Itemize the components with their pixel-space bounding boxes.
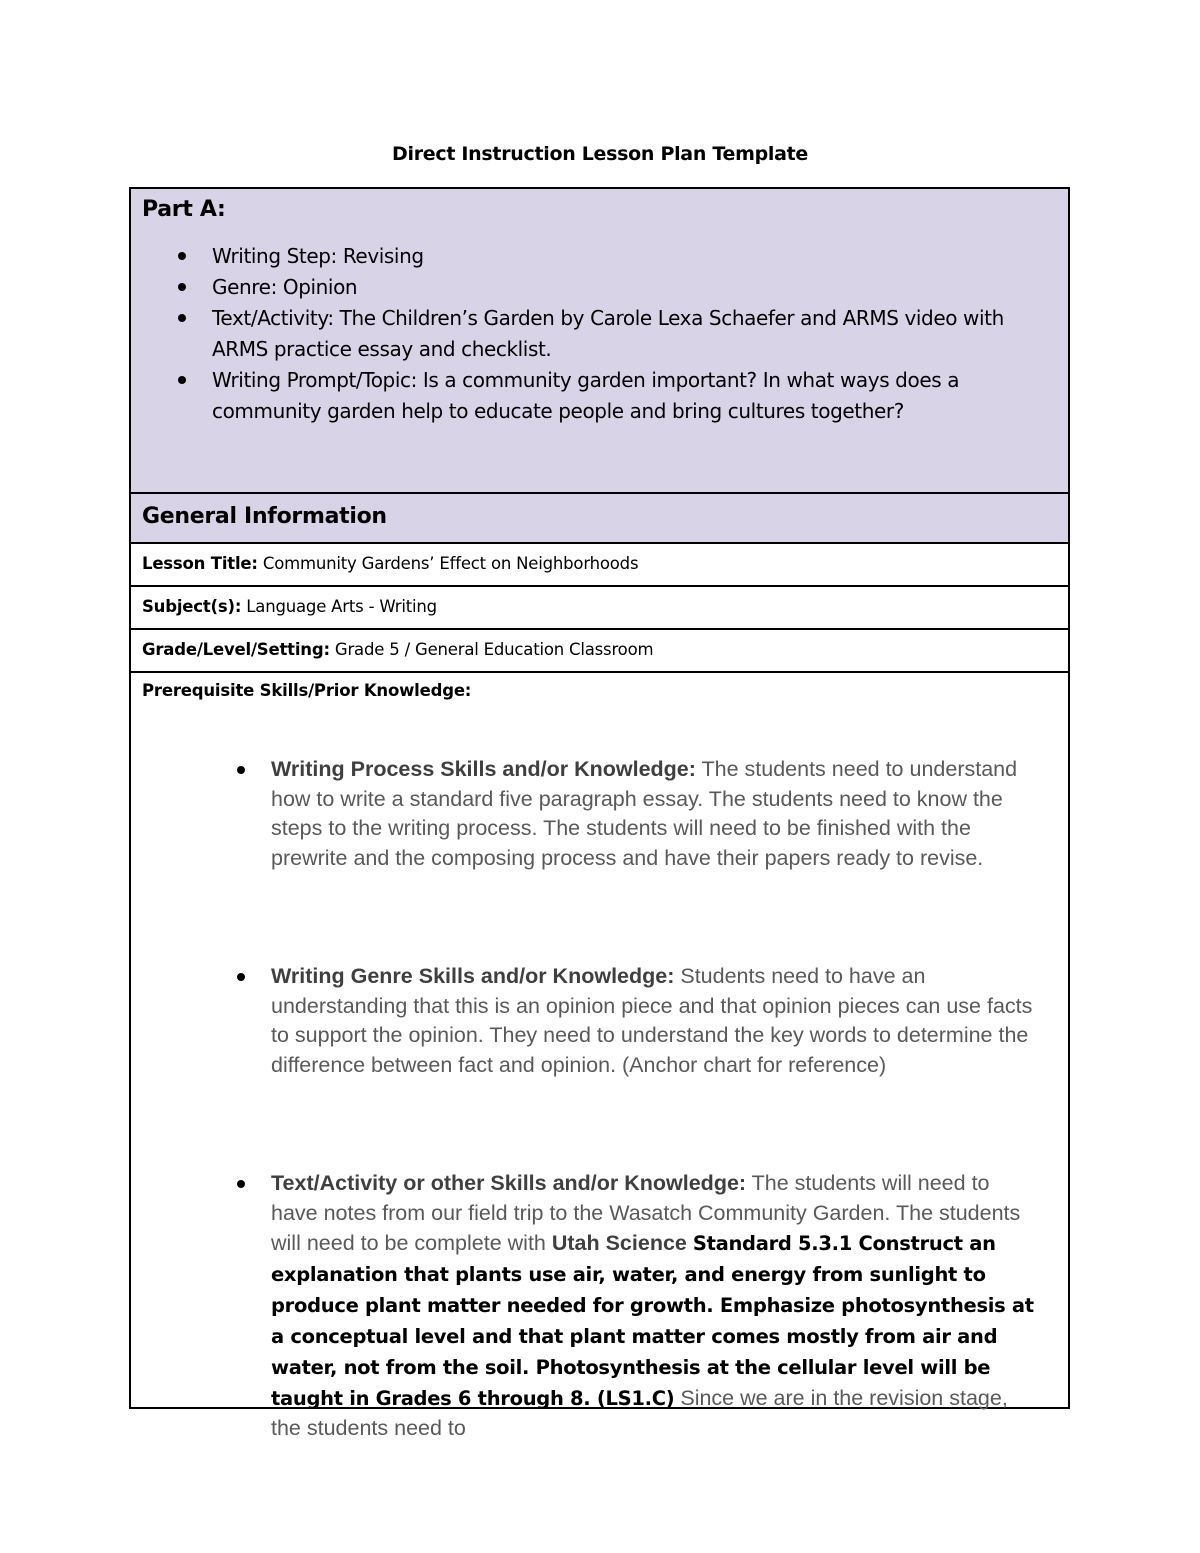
- writing-genre-list: [131, 962, 1036, 1080]
- subjects-row: [131, 587, 1068, 630]
- grade-level-row: [131, 630, 1068, 673]
- list-item: Text/Activity: The Children’s Garden by Carole Lexa Schaefer and ARMS video with ARMS practice essay and checklist.: [131, 303, 1056, 365]
- general-information-header: [131, 494, 1068, 544]
- bullet-icon: [237, 1180, 245, 1188]
- subjects-value: Language Arts - Writing: [241, 597, 437, 616]
- science-standard-text: Standard 5.3.1 Construct an explanation that plants use air, water, and energy from sunlight to produce plant matter needed for growth. Emphasize photosynthesis at a conceptual level and that plant matter comes mostly from air and water, not from the soil. Photosynthesis at the cellular level will be taught in Grades 6 through 8. (LS1.C): [271, 1232, 1034, 1410]
- lesson-title-value: Community Gardens’ Effect on Neighborhoods: [257, 554, 639, 573]
- list-item: Writing Process Skills and/or Knowledge: The students need to understand how to write a standard five paragraph essay. The students need to know the steps to the writing process. The students will need to be finished with the prewrite and the composing process and have their papers ready to revise.: [131, 755, 1036, 873]
- general-information-heading: General Information: [142, 504, 387, 529]
- bullet-icon: [178, 252, 186, 260]
- lesson-plan-table: [129, 187, 1070, 1440]
- bullet-icon: [237, 766, 245, 774]
- lesson-title-row: [131, 544, 1068, 587]
- part-a-heading: Part A:: [142, 197, 226, 222]
- list-item: Text/Activity or other Skills and/or Knowledge: The students will need to have notes from our field trip to the Wasatch Community Garden. The students will need to be complete with Utah Science Standard 5.3.1 Construct an explanation that plants use air, water, and energy from sunlight to produce plant matter needed for growth. Emphasize photosynthesis at a conceptual level and that plant matter comes mostly from air and water, not from the soil. Photosynthesis at the cellular level will be taught in Grades 6 through 8. (LS1.C) Since we are in the revision stage, the students need to: [131, 1169, 1036, 1444]
- document-title: Direct Instruction Lesson Plan Template: [392, 143, 808, 165]
- lesson-title-label: Lesson Title:: [142, 554, 258, 573]
- bullet-icon: [178, 283, 186, 291]
- bullet-icon: [178, 314, 186, 322]
- list-item: Writing Step: Revising: [131, 241, 1056, 272]
- part-a-section: [131, 189, 1068, 494]
- list-item: Writing Genre Skills and/or Knowledge: Students need to have an understanding that this is an opinion piece and that opinion pieces can use facts to support the opinion. They need to understand the key words to determine the difference between fact and opinion. (Anchor chart for reference): [131, 962, 1036, 1080]
- part-a-list: [131, 241, 1056, 427]
- grade-level-label: Grade/Level/Setting:: [142, 640, 330, 659]
- bullet-icon: [237, 973, 245, 981]
- prerequisite-skills-label: Prerequisite Skills/Prior Knowledge:: [142, 681, 472, 700]
- grade-level-value: Grade 5 / General Education Classroom: [329, 640, 654, 659]
- writing-process-list: [131, 755, 1036, 873]
- prerequisite-skills-section: [131, 673, 1068, 1440]
- list-item: Genre: Opinion: [131, 272, 1056, 303]
- bullet-icon: [178, 376, 186, 384]
- text-activity-list: [131, 1169, 1036, 1444]
- subjects-label: Subject(s):: [142, 597, 242, 616]
- list-item: Writing Prompt/Topic: Is a community garden important? In what ways does a community garden help to educate people and bring cultures together?: [131, 365, 1056, 427]
